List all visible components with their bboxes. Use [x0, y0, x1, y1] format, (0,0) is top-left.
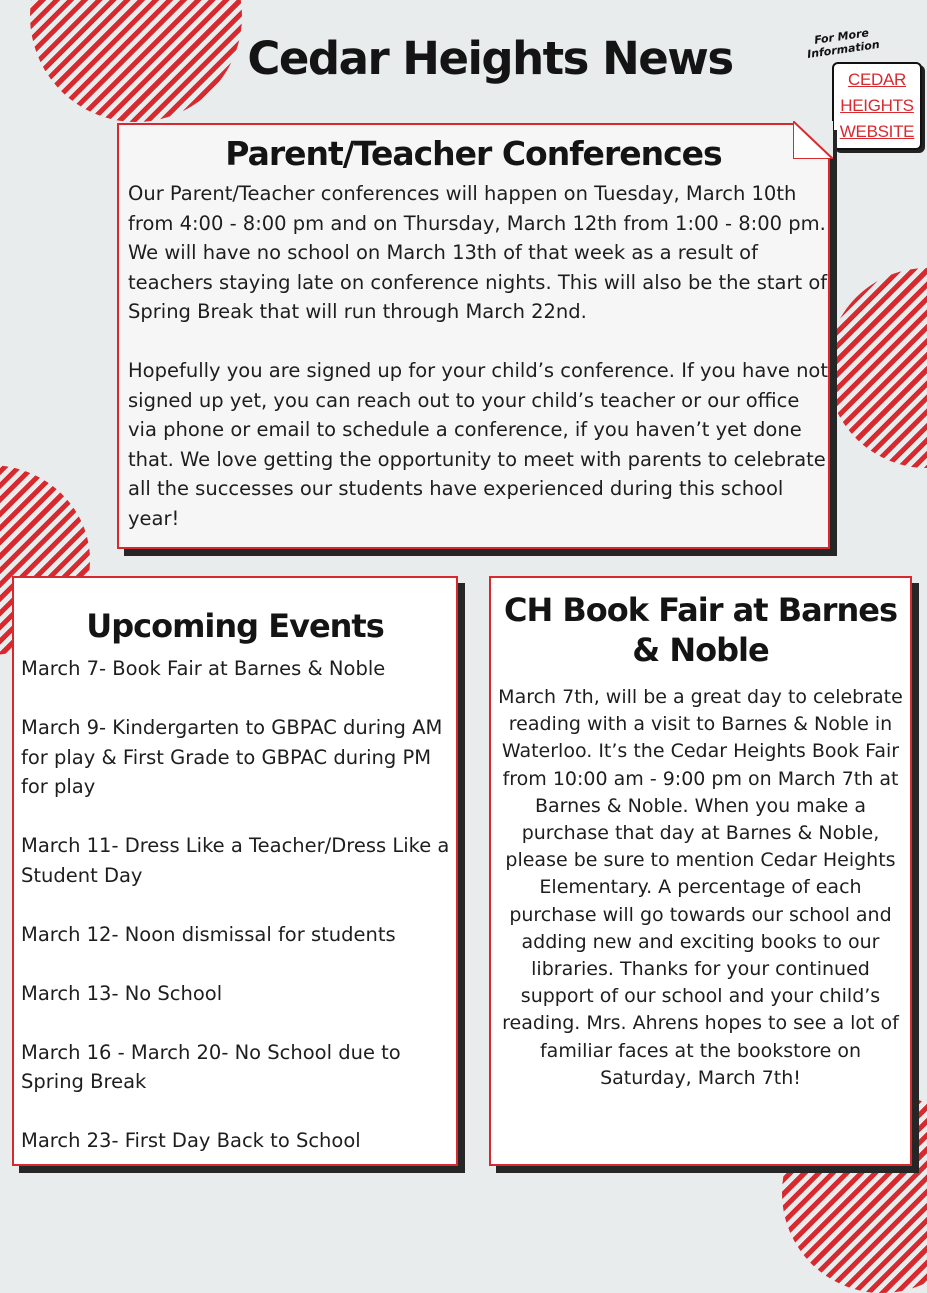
- event-item: March 16 - March 20- No School due to Spring Break: [21, 1040, 401, 1093]
- conferences-card: [117, 123, 830, 549]
- event-item: March 11- Dress Like a Teacher/Dress Like a Student Day: [21, 834, 450, 887]
- event-item: March 9- Kindergarten to GBPAC during AM for play & First Grade to GBPAC during PM for play: [21, 716, 443, 798]
- decorative-striped-circle: [827, 268, 927, 468]
- book-fair-title: CH Book Fair at Barnes & Noble: [504, 591, 897, 669]
- website-link-button[interactable]: [832, 62, 922, 150]
- event-item: March 12- Noon dismissal for students: [21, 922, 396, 946]
- conferences-paragraph: Our Parent/Teacher conferences will happen on Tuesday, March 10th from 4:00 - 8:00 pm and on Thursday, March 12th from 1:00 - 8:00 pm. We will have no school on March 13th of that week as a result of teachers staying late on conference nights. This will also be the start of Spring Break that will run through March 22nd.: [128, 182, 828, 323]
- book-fair-card: [489, 576, 912, 1166]
- decorative-striped-circle: [30, 0, 242, 122]
- website-link-line: CEDAR: [847, 70, 906, 89]
- conferences-title: Parent/Teacher Conferences: [225, 134, 722, 173]
- event-item: March 23- First Day Back to School: [21, 1129, 361, 1152]
- book-fair-body: March 7th, will be a great day to celebrate reading with a visit to Barnes & Noble in Waterloo. It’s the Cedar Heights Book Fair from 10:00 am - 9:00 pm on March 7th at Barnes & Noble. When you make a purchase that day at Barnes & Noble, please be sure to mention Cedar Heights Elementary. A percentage of each purchase will go towards our school and adding new and exciting books to our libraries. Thanks for your continued support of our school and your child’s reading. Mrs. Ahrens hopes to see a lot of familiar faces at the bookstore on Saturday, March 7th!: [498, 686, 903, 1089]
- page-title: Cedar Heights News: [247, 32, 733, 85]
- website-link-line: WEBSITE: [839, 122, 915, 141]
- conferences-paragraph: Hopefully you are signed up for your child’s conference. If you have not signed up yet, you can reach out to your child’s teacher or our office via phone or email to schedule a conference, if you haven’t yet done that. We love getting the opportunity to meet with parents to celebrate all the successes our students have experienced during this school year!: [128, 359, 829, 530]
- website-link-line: HEIGHTS: [840, 96, 914, 115]
- more-info-label: For More Information: [806, 26, 881, 61]
- event-item: March 13- No School: [21, 981, 223, 1005]
- events-list: [21, 654, 456, 1156]
- events-title: Upcoming Events: [86, 607, 384, 645]
- page-fold-outline: [793, 121, 833, 159]
- upcoming-events-card: [12, 576, 458, 1166]
- event-item: March 7- Book Fair at Barnes & Noble: [21, 657, 386, 680]
